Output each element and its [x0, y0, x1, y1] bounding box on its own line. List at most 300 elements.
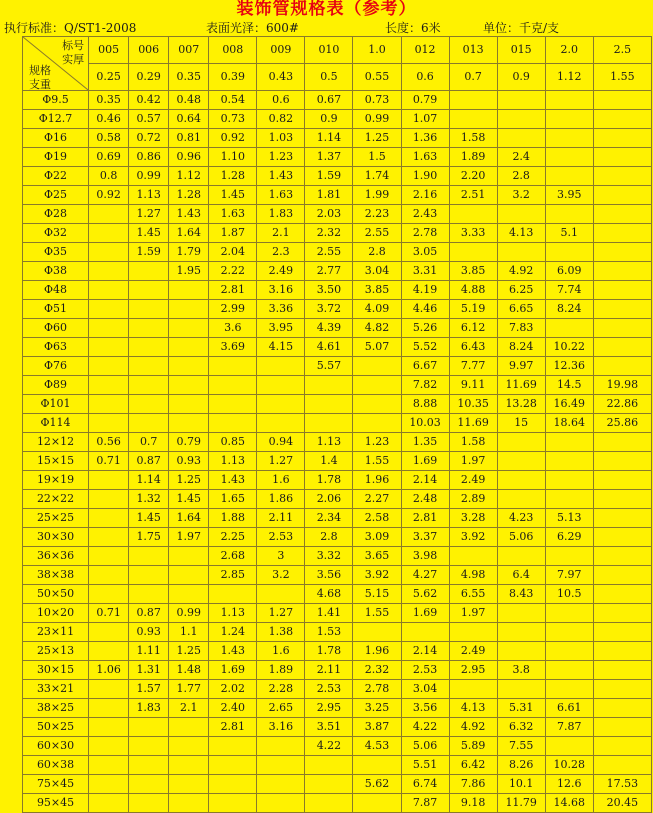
- weight-cell: 10.22: [545, 338, 593, 357]
- weight-cell: 3.04: [353, 262, 401, 281]
- weight-cell: [593, 699, 651, 718]
- weight-cell: 6.61: [545, 699, 593, 718]
- table-row: [23, 566, 652, 585]
- weight-cell: 5.31: [497, 699, 545, 718]
- table-row: [23, 433, 652, 452]
- weight-cell: [89, 319, 129, 338]
- weight-cell: 0.35: [89, 91, 129, 110]
- weight-cell: 1.89: [257, 661, 305, 680]
- weight-cell: [129, 281, 169, 300]
- weight-cell: [257, 585, 305, 604]
- table-row: [23, 376, 652, 395]
- weight-cell: 4.23: [497, 509, 545, 528]
- weight-cell: [169, 794, 209, 813]
- weight-cell: [545, 623, 593, 642]
- weight-cell: 1.14: [305, 129, 353, 148]
- weight-cell: 5.19: [449, 300, 497, 319]
- weight-cell: 2.95: [305, 699, 353, 718]
- size-cell: Φ114: [23, 414, 89, 433]
- weight-cell: [89, 300, 129, 319]
- weight-cell: 7.77: [449, 357, 497, 376]
- weight-cell: [593, 547, 651, 566]
- weight-cell: 2.23: [353, 205, 401, 224]
- weight-cell: 5.89: [449, 737, 497, 756]
- weight-cell: 9.11: [449, 376, 497, 395]
- weight-cell: 1.69: [401, 604, 449, 623]
- weight-cell: 0.8: [89, 167, 129, 186]
- weight-cell: [129, 737, 169, 756]
- weight-cell: 0.99: [353, 110, 401, 129]
- weight-cell: [209, 794, 257, 813]
- weight-cell: 0.85: [209, 433, 257, 452]
- weight-cell: [89, 471, 129, 490]
- weight-cell: 2.53: [305, 680, 353, 699]
- weight-cell: 0.72: [129, 129, 169, 148]
- weight-cell: 0.92: [89, 186, 129, 205]
- weight-cell: 1.45: [129, 224, 169, 243]
- weight-cell: [593, 433, 651, 452]
- weight-cell: 1.87: [209, 224, 257, 243]
- grade-header: 007: [169, 37, 209, 64]
- thickness-header: 0.6: [401, 64, 449, 91]
- weight-cell: [353, 794, 401, 813]
- weight-cell: [305, 756, 353, 775]
- weight-cell: [593, 91, 651, 110]
- size-cell: 19×19: [23, 471, 89, 490]
- weight-cell: [257, 376, 305, 395]
- weight-cell: [593, 623, 651, 642]
- size-cell: Φ9.5: [23, 91, 89, 110]
- weight-cell: 1.25: [169, 642, 209, 661]
- size-cell: Φ101: [23, 395, 89, 414]
- weight-cell: [169, 775, 209, 794]
- weight-cell: [449, 243, 497, 262]
- weight-cell: 2.8: [497, 167, 545, 186]
- weight-cell: 0.58: [89, 129, 129, 148]
- weight-cell: 2.43: [401, 205, 449, 224]
- weight-cell: [169, 414, 209, 433]
- weight-cell: [129, 300, 169, 319]
- weight-cell: [593, 129, 651, 148]
- size-cell: Φ12.7: [23, 110, 89, 129]
- weight-cell: 5.52: [401, 338, 449, 357]
- weight-cell: 1.38: [257, 623, 305, 642]
- weight-cell: 10.5: [545, 585, 593, 604]
- weight-cell: [89, 414, 129, 433]
- weight-cell: 1.13: [209, 452, 257, 471]
- weight-cell: 16.49: [545, 395, 593, 414]
- weight-cell: 2.55: [305, 243, 353, 262]
- weight-cell: 6.09: [545, 262, 593, 281]
- weight-cell: [593, 186, 651, 205]
- weight-cell: [89, 566, 129, 585]
- weight-cell: [497, 490, 545, 509]
- weight-cell: [169, 756, 209, 775]
- weight-cell: 1.25: [353, 129, 401, 148]
- weight-cell: 7.87: [401, 794, 449, 813]
- weight-cell: [209, 775, 257, 794]
- weight-cell: 13.28: [497, 395, 545, 414]
- weight-cell: [89, 775, 129, 794]
- weight-cell: 17.53: [593, 775, 651, 794]
- weight-cell: [497, 110, 545, 129]
- table-row: [23, 205, 652, 224]
- table-row: [23, 414, 652, 433]
- weight-cell: [305, 414, 353, 433]
- weight-cell: 0.79: [169, 433, 209, 452]
- size-cell: Φ51: [23, 300, 89, 319]
- weight-cell: 3.95: [545, 186, 593, 205]
- weight-cell: 4.82: [353, 319, 401, 338]
- weight-cell: 0.71: [89, 452, 129, 471]
- weight-cell: 1.11: [129, 642, 169, 661]
- weight-cell: 10.35: [449, 395, 497, 414]
- weight-cell: [545, 243, 593, 262]
- weight-cell: 1.37: [305, 148, 353, 167]
- weight-cell: 6.29: [545, 528, 593, 547]
- weight-cell: 19.98: [593, 376, 651, 395]
- size-cell: 25×13: [23, 642, 89, 661]
- weight-cell: 2.78: [353, 680, 401, 699]
- weight-cell: [593, 756, 651, 775]
- weight-cell: 4.27: [401, 566, 449, 585]
- weight-cell: [89, 642, 129, 661]
- weight-cell: 1.69: [401, 452, 449, 471]
- weight-cell: [129, 395, 169, 414]
- weight-cell: 3.33: [449, 224, 497, 243]
- thickness-header: 0.5: [305, 64, 353, 91]
- weight-cell: 2.78: [401, 224, 449, 243]
- weight-cell: 3.37: [401, 528, 449, 547]
- weight-cell: 0.86: [129, 148, 169, 167]
- weight-cell: 3.32: [305, 547, 353, 566]
- weight-cell: 0.54: [209, 91, 257, 110]
- weight-cell: 14.68: [545, 794, 593, 813]
- corner-cell: [23, 37, 89, 91]
- grade-header: 2.5: [593, 37, 651, 64]
- surface-finish-label: 表面光泽：600#: [206, 21, 299, 35]
- weight-cell: 5.62: [401, 585, 449, 604]
- weight-cell: 6.42: [449, 756, 497, 775]
- weight-cell: 2.20: [449, 167, 497, 186]
- table-row: [23, 490, 652, 509]
- weight-cell: 1.43: [209, 642, 257, 661]
- weight-cell: 7.87: [545, 718, 593, 737]
- size-cell: 60×38: [23, 756, 89, 775]
- weight-cell: [129, 319, 169, 338]
- weight-cell: 4.22: [305, 737, 353, 756]
- weight-cell: 7.74: [545, 281, 593, 300]
- weight-cell: 1.55: [353, 452, 401, 471]
- weight-cell: [129, 794, 169, 813]
- weight-cell: [545, 490, 593, 509]
- corner-thickness-label: 实厚: [62, 53, 85, 66]
- weight-cell: [209, 737, 257, 756]
- table-row: [23, 281, 652, 300]
- weight-cell: 3.36: [257, 300, 305, 319]
- table-row: [23, 129, 652, 148]
- weight-cell: 2.89: [449, 490, 497, 509]
- weight-cell: 0.82: [257, 110, 305, 129]
- weight-cell: [545, 471, 593, 490]
- weight-cell: [89, 623, 129, 642]
- weight-cell: 5.26: [401, 319, 449, 338]
- weight-cell: 1.28: [169, 186, 209, 205]
- weight-cell: 1.77: [169, 680, 209, 699]
- weight-cell: 3.2: [497, 186, 545, 205]
- weight-cell: 7.83: [497, 319, 545, 338]
- weight-cell: 4.39: [305, 319, 353, 338]
- table-row: [23, 585, 652, 604]
- weight-cell: [89, 718, 129, 737]
- weight-cell: 1.43: [169, 205, 209, 224]
- weight-cell: [129, 262, 169, 281]
- weight-cell: 1.55: [353, 604, 401, 623]
- weight-cell: 2.8: [305, 528, 353, 547]
- weight-cell: [497, 623, 545, 642]
- weight-cell: [449, 547, 497, 566]
- spec-table: [22, 36, 652, 813]
- size-cell: Φ63: [23, 338, 89, 357]
- weight-cell: [169, 737, 209, 756]
- grade-header: 015: [497, 37, 545, 64]
- weight-cell: 3: [257, 547, 305, 566]
- weight-cell: [129, 566, 169, 585]
- thickness-header: 0.29: [129, 64, 169, 91]
- weight-cell: 10.1: [497, 775, 545, 794]
- grade-header: 010: [305, 37, 353, 64]
- weight-cell: 1.5: [353, 148, 401, 167]
- weight-cell: 6.55: [449, 585, 497, 604]
- weight-cell: 1.06: [89, 661, 129, 680]
- weight-cell: [497, 205, 545, 224]
- grade-header: 1.0: [353, 37, 401, 64]
- weight-cell: [593, 680, 651, 699]
- table-row: [23, 262, 652, 281]
- weight-cell: 1.53: [305, 623, 353, 642]
- weight-cell: [209, 357, 257, 376]
- weight-cell: [353, 357, 401, 376]
- weight-cell: 1.58: [449, 433, 497, 452]
- weight-cell: 0.9: [305, 110, 353, 129]
- weight-cell: 2.32: [353, 661, 401, 680]
- weight-cell: 1.27: [257, 452, 305, 471]
- weight-cell: 1.27: [129, 205, 169, 224]
- thickness-header: 0.43: [257, 64, 305, 91]
- weight-cell: 3.65: [353, 547, 401, 566]
- weight-cell: 10.28: [545, 756, 593, 775]
- weight-cell: [209, 585, 257, 604]
- weight-cell: [169, 338, 209, 357]
- weight-cell: [89, 357, 129, 376]
- weight-cell: [593, 452, 651, 471]
- weight-cell: [89, 756, 129, 775]
- weight-cell: 1.99: [353, 186, 401, 205]
- weight-cell: 5.13: [545, 509, 593, 528]
- weight-cell: 1.43: [209, 471, 257, 490]
- table-row: [23, 509, 652, 528]
- weight-cell: [545, 148, 593, 167]
- weight-cell: 1.58: [449, 129, 497, 148]
- weight-cell: [305, 775, 353, 794]
- corner-grade-label: 标号: [62, 39, 85, 52]
- table-row: [23, 300, 652, 319]
- weight-cell: 1.12: [169, 167, 209, 186]
- weight-cell: [593, 300, 651, 319]
- weight-cell: 6.65: [497, 300, 545, 319]
- weight-cell: 1.81: [305, 186, 353, 205]
- table-row: [23, 319, 652, 338]
- weight-cell: 3.95: [257, 319, 305, 338]
- weight-cell: [449, 680, 497, 699]
- weight-cell: [497, 91, 545, 110]
- weight-cell: [305, 794, 353, 813]
- weight-cell: 3.16: [257, 718, 305, 737]
- page-title: 装饰管规格表（参考）: [236, 0, 417, 19]
- weight-cell: 2.27: [353, 490, 401, 509]
- weight-cell: 2.51: [449, 186, 497, 205]
- weight-cell: 4.22: [401, 718, 449, 737]
- weight-cell: 4.92: [497, 262, 545, 281]
- weight-cell: [169, 319, 209, 338]
- size-cell: 25×25: [23, 509, 89, 528]
- weight-cell: 1.03: [257, 129, 305, 148]
- size-cell: 22×22: [23, 490, 89, 509]
- weight-cell: 5.57: [305, 357, 353, 376]
- weight-cell: 2.1: [169, 699, 209, 718]
- weight-cell: 3.92: [353, 566, 401, 585]
- size-cell: 50×25: [23, 718, 89, 737]
- weight-cell: 14.5: [545, 376, 593, 395]
- weight-cell: 2.03: [305, 205, 353, 224]
- weight-cell: 1.4: [305, 452, 353, 471]
- weight-cell: 1.13: [305, 433, 353, 452]
- weight-cell: 8.43: [497, 585, 545, 604]
- weight-cell: 0.7: [129, 433, 169, 452]
- weight-cell: 6.43: [449, 338, 497, 357]
- weight-cell: 0.48: [169, 91, 209, 110]
- size-cell: 38×38: [23, 566, 89, 585]
- weight-cell: 5.1: [545, 224, 593, 243]
- weight-cell: 2.16: [401, 186, 449, 205]
- weight-cell: 2.28: [257, 680, 305, 699]
- weight-cell: [353, 395, 401, 414]
- weight-cell: 5.06: [497, 528, 545, 547]
- weight-cell: [593, 224, 651, 243]
- weight-cell: [593, 319, 651, 338]
- size-cell: 10×20: [23, 604, 89, 623]
- weight-cell: [497, 642, 545, 661]
- weight-cell: [257, 395, 305, 414]
- weight-cell: 1.79: [169, 243, 209, 262]
- weight-cell: [169, 395, 209, 414]
- weight-cell: 8.24: [497, 338, 545, 357]
- weight-cell: [257, 794, 305, 813]
- weight-cell: 3.92: [449, 528, 497, 547]
- weight-cell: 2.11: [305, 661, 353, 680]
- grade-header: 2.0: [545, 37, 593, 64]
- size-cell: 23×11: [23, 623, 89, 642]
- weight-cell: [497, 680, 545, 699]
- weight-cell: [449, 205, 497, 224]
- table-row: [23, 395, 652, 414]
- weight-cell: 11.69: [449, 414, 497, 433]
- thickness-header: 0.55: [353, 64, 401, 91]
- weight-cell: 3.69: [209, 338, 257, 357]
- grade-row: [23, 37, 652, 64]
- weight-cell: 1.63: [209, 205, 257, 224]
- weight-cell: [593, 357, 651, 376]
- weight-cell: [89, 224, 129, 243]
- weight-cell: 1.86: [257, 490, 305, 509]
- table-row: [23, 357, 652, 376]
- size-cell: 38×25: [23, 699, 89, 718]
- size-cell: 15×15: [23, 452, 89, 471]
- weight-cell: 4.13: [497, 224, 545, 243]
- table-row: [23, 680, 652, 699]
- weight-cell: 1.23: [257, 148, 305, 167]
- table-row: [23, 661, 652, 680]
- weight-cell: 1.57: [129, 680, 169, 699]
- weight-cell: [89, 680, 129, 699]
- weight-cell: 2.77: [305, 262, 353, 281]
- weight-cell: [497, 433, 545, 452]
- weight-cell: 2.4: [497, 148, 545, 167]
- weight-cell: 6.74: [401, 775, 449, 794]
- weight-cell: 3.72: [305, 300, 353, 319]
- weight-cell: 2.95: [449, 661, 497, 680]
- weight-cell: 2.04: [209, 243, 257, 262]
- size-cell: Φ16: [23, 129, 89, 148]
- weight-cell: 3.09: [353, 528, 401, 547]
- size-cell: Φ25: [23, 186, 89, 205]
- weight-cell: 10.03: [401, 414, 449, 433]
- weight-cell: 2.53: [257, 528, 305, 547]
- size-cell: 75×45: [23, 775, 89, 794]
- weight-cell: [497, 243, 545, 262]
- weight-cell: 2.06: [305, 490, 353, 509]
- weight-cell: 0.93: [169, 452, 209, 471]
- weight-cell: [209, 414, 257, 433]
- weight-cell: [89, 376, 129, 395]
- weight-cell: 1.88: [209, 509, 257, 528]
- size-cell: 12×12: [23, 433, 89, 452]
- weight-cell: [257, 775, 305, 794]
- weight-cell: 0.92: [209, 129, 257, 148]
- weight-cell: 0.94: [257, 433, 305, 452]
- weight-cell: 0.57: [129, 110, 169, 129]
- weight-cell: [593, 566, 651, 585]
- table-row: [23, 167, 652, 186]
- weight-cell: 1.83: [129, 699, 169, 718]
- thickness-header: 0.39: [209, 64, 257, 91]
- table-row: [23, 604, 652, 623]
- weight-cell: [169, 718, 209, 737]
- weight-cell: [545, 167, 593, 186]
- size-cell: 50×50: [23, 585, 89, 604]
- weight-cell: 20.45: [593, 794, 651, 813]
- weight-cell: [89, 262, 129, 281]
- weight-cell: [593, 604, 651, 623]
- weight-cell: [305, 395, 353, 414]
- size-cell: 60×30: [23, 737, 89, 756]
- weight-cell: 2.99: [209, 300, 257, 319]
- thickness-header: 0.9: [497, 64, 545, 91]
- weight-cell: 1.10: [209, 148, 257, 167]
- thickness-header: 0.7: [449, 64, 497, 91]
- weight-cell: [129, 756, 169, 775]
- weight-cell: [353, 623, 401, 642]
